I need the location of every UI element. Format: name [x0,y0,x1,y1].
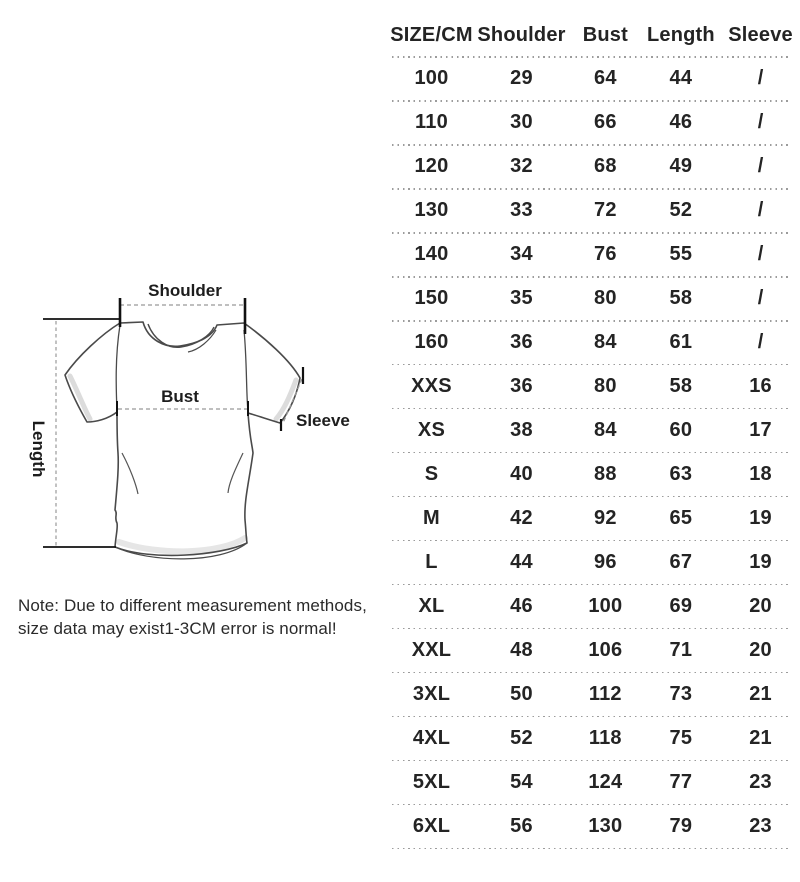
table-cell: 63 [669,463,693,486]
length-label: Length [29,420,48,478]
column-header: Length [646,24,715,46]
table-cell: 46 [510,595,533,618]
table-cell: 88 [594,463,617,486]
table-cell: 20 [749,595,772,618]
table-cell: 3XL [412,683,451,706]
note-line-1: Note: Due to different measurement methods, [18,596,367,615]
tshirt-body [65,322,300,555]
table-row [388,58,800,100]
table-cell: 23 [749,771,772,794]
table-cell: 17 [749,419,772,442]
table-cell: 46 [669,111,693,134]
table-cell: 75 [669,727,693,750]
table-cell: 67 [669,551,693,574]
table-cell: / [757,67,764,90]
table-cell: 4XL [412,727,451,750]
table-cell: 80 [594,375,617,398]
dotted-separator [392,848,788,850]
table-cell: 124 [588,771,623,794]
table-cell: 36 [510,331,533,354]
table-cell: 44 [510,551,533,574]
table-cell: 30 [510,111,533,134]
table-cell: 130 [414,199,449,222]
table-cell: 36 [510,375,533,398]
table-cell: 48 [510,639,533,662]
shoulder-label: Shoulder [148,281,222,300]
table-cell: 79 [669,815,693,838]
table-cell: 60 [669,419,693,442]
table-row [388,146,800,188]
table-cell: 112 [588,683,622,706]
table-cell: 150 [414,287,449,310]
table-row [388,673,800,715]
table-cell: M [423,507,440,530]
table-cell: / [757,331,764,354]
column-header: Bust [582,24,628,46]
measurement-note [18,594,378,640]
table-cell: 130 [588,815,623,838]
table-cell: 65 [669,507,693,530]
table-cell: 96 [594,551,617,574]
table-cell: 33 [510,199,533,222]
table-cell: 21 [749,727,772,750]
table-cell: XXL [411,639,452,662]
table-cell: 52 [510,727,533,750]
table-cell: 92 [594,507,617,530]
table-cell: 20 [749,639,772,662]
table-cell: 100 [414,67,449,90]
tshirt-measurement-diagram [20,272,390,592]
table-cell: 18 [749,463,772,486]
table-cell: 19 [749,507,772,530]
table-cell: / [757,199,764,222]
table-row [388,585,800,627]
table-cell: 6XL [412,815,451,838]
table-cell: 118 [588,727,622,750]
table-cell: 55 [669,243,693,266]
size-table-body [388,56,800,849]
table-cell: 120 [414,155,449,178]
table-cell: 58 [669,375,693,398]
table-row [388,453,800,495]
column-header: Shoulder [477,24,566,46]
table-cell: 110 [415,111,448,134]
table-cell: 73 [669,683,693,706]
table-row [388,761,800,803]
table-cell: 52 [669,199,693,222]
table-cell: 19 [749,551,772,574]
note-line-2: size data may exist1-3CM error is normal! [18,619,337,638]
table-row [388,717,800,759]
table-cell: 5XL [412,771,451,794]
table-cell: L [425,551,438,574]
sleeve-label: Sleeve [296,411,350,430]
table-cell: 100 [588,595,623,618]
table-cell: 84 [594,331,617,354]
table-cell: 23 [749,815,772,838]
table-row [388,278,800,320]
table-cell: / [757,155,764,178]
table-cell: 54 [510,771,533,794]
table-cell: 40 [510,463,533,486]
bust-label: Bust [161,387,199,406]
table-row [388,629,800,671]
table-cell: 84 [594,419,617,442]
table-cell: 76 [594,243,617,266]
table-cell: 80 [594,287,617,310]
table-row [388,497,800,539]
table-cell: 140 [414,243,449,266]
table-cell: 34 [510,243,533,266]
table-cell: 38 [510,419,533,442]
table-cell: XS [417,419,446,442]
table-cell: 69 [669,595,693,618]
table-row [388,805,800,847]
table-cell: 21 [749,683,772,706]
table-row [388,322,800,364]
table-cell: 72 [594,199,617,222]
table-cell: 56 [510,815,533,838]
table-cell: 29 [510,67,533,90]
table-row [388,190,800,232]
table-row [388,365,800,407]
table-cell: 42 [510,507,533,530]
size-chart-table [388,15,800,849]
table-row [388,102,800,144]
table-cell: 50 [510,683,533,706]
table-cell: 71 [669,639,693,662]
size-table-header-row [388,15,800,56]
table-cell: 160 [414,331,449,354]
table-cell: 49 [669,155,693,178]
table-cell: 66 [594,111,617,134]
column-header: SIZE/CM [390,24,473,46]
table-cell: 106 [588,639,623,662]
table-cell: 68 [594,155,617,178]
tshirt-line-drawing [20,272,390,592]
table-cell: 61 [669,331,693,354]
table-cell: 64 [594,67,617,90]
table-cell: 32 [510,155,533,178]
table-cell: 77 [669,771,693,794]
table-cell: 35 [510,287,533,310]
table-cell: 16 [749,375,772,398]
table-cell: XXS [411,375,452,398]
table-row [388,234,800,276]
table-row [388,541,800,583]
table-cell: / [757,243,764,266]
column-header: Sleeve [728,24,793,46]
table-cell: S [424,463,439,486]
table-cell: 44 [669,67,693,90]
table-cell: / [757,287,764,310]
table-cell: 58 [669,287,693,310]
table-cell: XL [418,595,445,618]
table-cell: / [757,111,764,134]
table-row [388,409,800,451]
